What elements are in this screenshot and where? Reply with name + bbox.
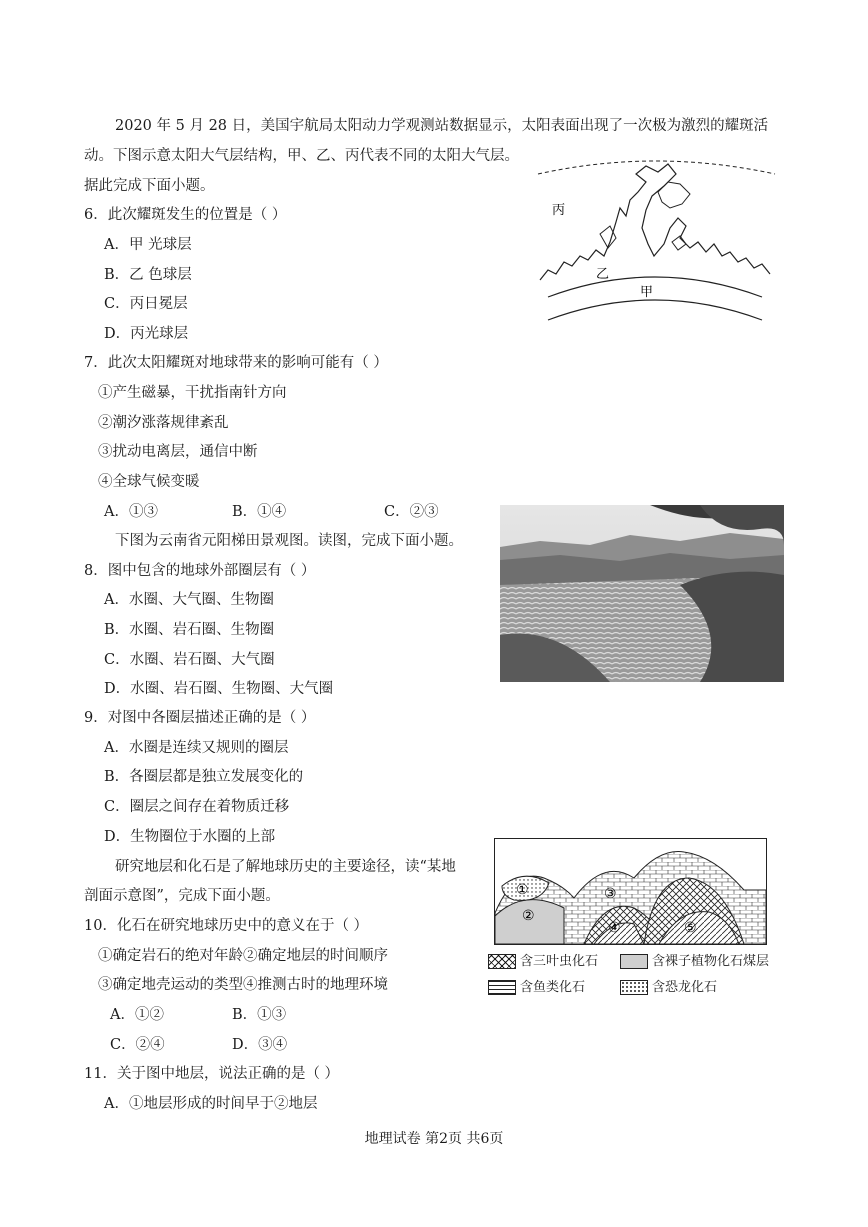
intro-text: 动。下图示意太阳大气层结构，甲、乙、丙代表不同的太阳大气层。: [84, 148, 519, 164]
layer-label-jia: 甲: [640, 285, 654, 300]
option[interactable]: C．圈层之间存在着物质迁移: [104, 799, 290, 815]
trilobite-swatch-icon: [488, 954, 516, 969]
intro-text: 2020 年 5 月 28 日，美国宇航局太阳动力学观测站数据显示，太阳表面出现了一次极为激烈的耀斑活: [115, 118, 769, 134]
question-stem: 11．关于图中地层，说法正确的是（ ）: [84, 1066, 340, 1082]
option[interactable]: B．①④: [232, 504, 287, 520]
intro-text: 据此完成下面小题。: [84, 178, 215, 194]
option[interactable]: D．③④: [232, 1037, 288, 1053]
question-stem: 7．此次太阳耀斑对地球带来的影响可能有（ ）: [84, 355, 388, 371]
page-footer: 地理试卷 第2页 共6页: [364, 1131, 504, 1147]
option[interactable]: A．水圈、大气圈、生物圈: [104, 592, 274, 608]
legend-item: 含鱼类化石: [488, 980, 585, 996]
stratum-label: ①: [516, 882, 529, 898]
option[interactable]: A．甲 光球层: [104, 237, 192, 253]
statement: ④全球气候变暖: [98, 474, 200, 490]
question-stem: 10．化石在研究地球历史中的意义在于（ ）: [84, 918, 369, 934]
strata-profile-diagram: [494, 838, 767, 945]
question-stem: 9．对图中各圈层描述正确的是（ ）: [84, 710, 316, 726]
legend-item: 含恐龙化石: [620, 980, 717, 996]
option[interactable]: C．②③: [384, 504, 439, 520]
option[interactable]: C．水圈、岩石圈、大气圈: [104, 652, 275, 668]
option[interactable]: B．乙 色球层: [104, 267, 192, 283]
legend-item: 含裸子植物化石煤层: [620, 954, 769, 970]
sun-atmosphere-diagram: [530, 152, 780, 327]
option[interactable]: B．①③: [232, 1007, 287, 1023]
option[interactable]: A．①②: [110, 1007, 164, 1023]
fish-swatch-icon: [488, 980, 516, 995]
stratum-label: ③: [604, 886, 617, 902]
dinosaur-swatch-icon: [620, 980, 648, 995]
option[interactable]: B．水圈、岩石圈、生物圈: [104, 622, 275, 638]
stratum-label: ④: [608, 920, 621, 936]
layer-label-bing: 丙: [552, 203, 566, 218]
question-stem: 8．图中包含的地球外部圈层有（ ）: [84, 563, 316, 579]
intro-text: 剖面示意图”，完成下面小题。: [84, 888, 280, 904]
stratum-label: ②: [522, 908, 535, 924]
statement: ③确定地壳运动的类型④推测古时的地理环境: [98, 977, 388, 993]
statement: ①确定岩石的绝对年龄②确定地层的时间顺序: [98, 948, 388, 964]
option[interactable]: A．①地层形成的时间早于②地层: [104, 1096, 318, 1112]
statement: ③扰动电离层，通信中断: [98, 444, 258, 460]
intro-text: 研究地层和化石是了解地球历史的主要途径，读“某地: [115, 859, 456, 875]
option[interactable]: A．①③: [104, 504, 158, 520]
intro-text: 下图为云南省元阳梯田景观图。读图，完成下面小题。: [115, 533, 463, 549]
statement: ①产生磁暴，干扰指南针方向: [98, 385, 287, 401]
option[interactable]: D．丙光球层: [104, 326, 189, 342]
option[interactable]: D．生物圈位于水圈的上部: [104, 829, 276, 845]
option[interactable]: C．丙日冕层: [104, 296, 188, 312]
legend-item: 含三叶虫化石: [488, 954, 598, 970]
option[interactable]: D．水圈、岩石圈、生物圈、大气圈: [104, 681, 334, 697]
terrace-photo: [500, 505, 784, 682]
layer-label-yi: 乙: [596, 267, 610, 282]
option[interactable]: B．各圈层都是独立发展变化的: [104, 769, 304, 785]
option[interactable]: A．水圈是连续又规则的圈层: [104, 740, 289, 756]
question-stem: 6．此次耀斑发生的位置是（ ）: [84, 207, 287, 223]
option[interactable]: C．②④: [110, 1037, 165, 1053]
gymnosperm-swatch-icon: [620, 954, 648, 969]
statement: ②潮汐涨落规律紊乱: [98, 415, 229, 431]
stratum-label: ⑤: [684, 920, 697, 936]
